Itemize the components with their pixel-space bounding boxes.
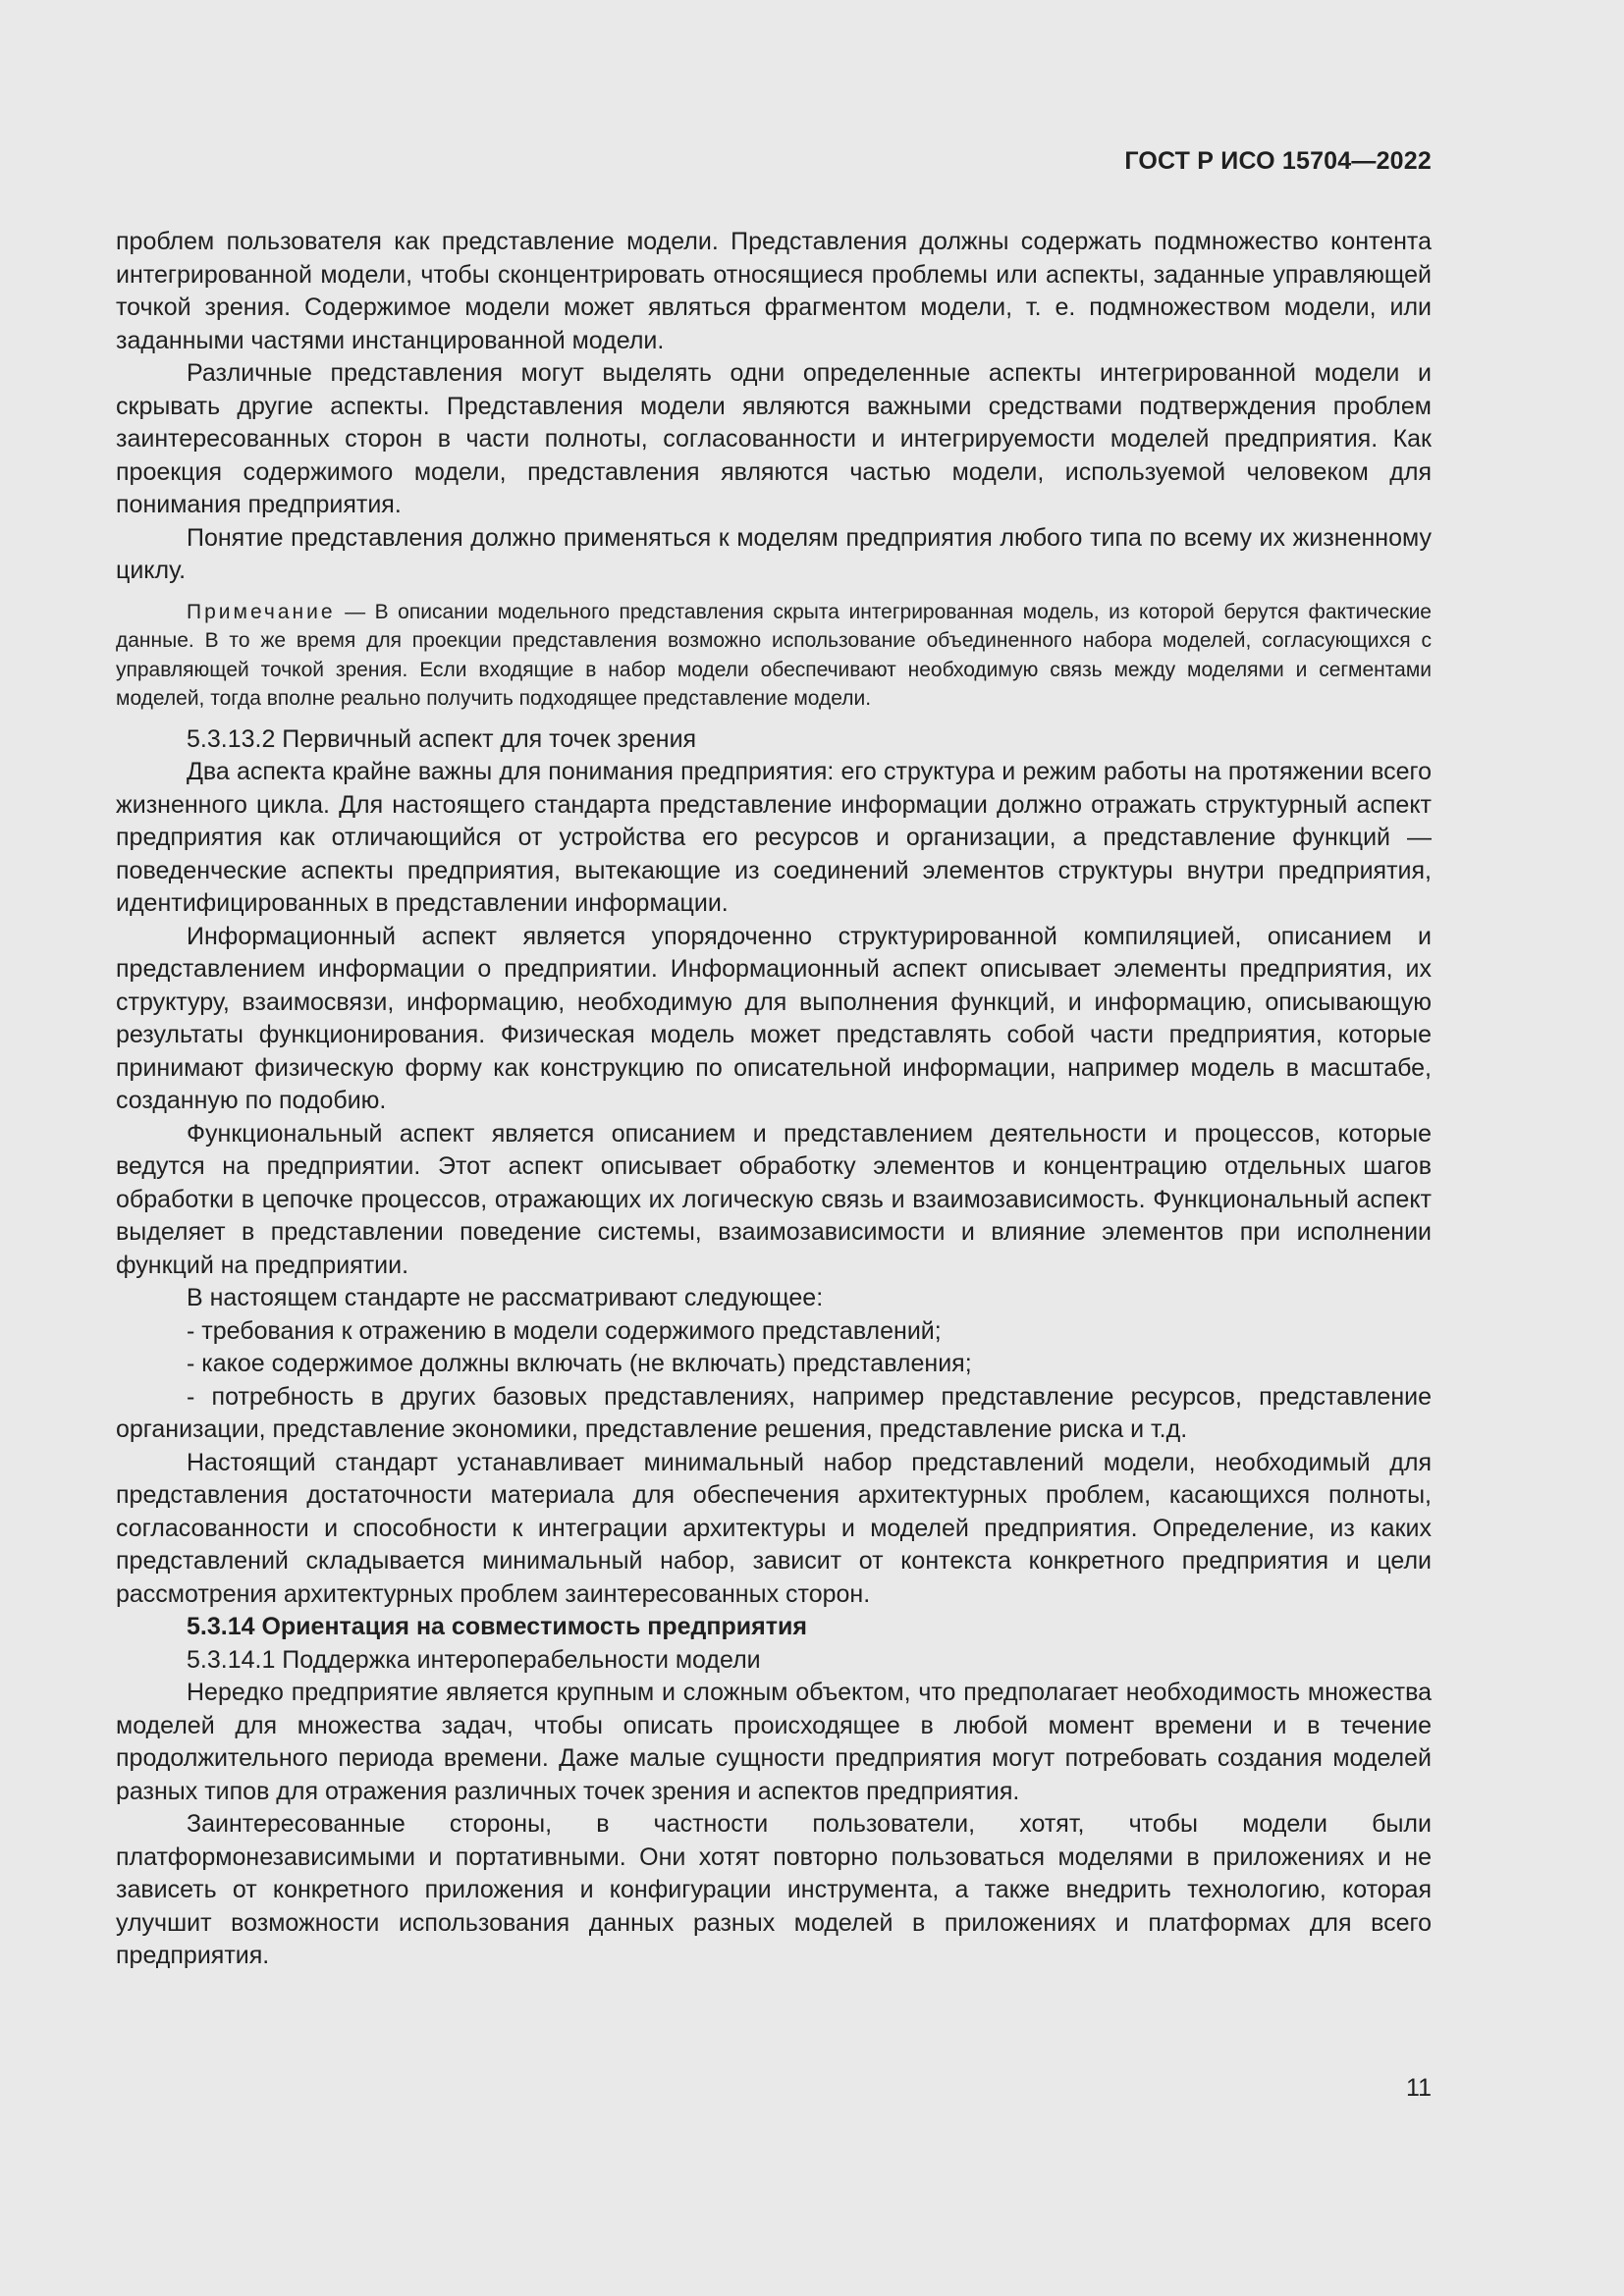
note [116,598,1432,714]
paragraph: Различные представления могут выделять одни определенные аспекты интегрированной модели и скрывать другие аспекты. Представления модели являются важными средствами подтверждения проблем заинтересованных сторон в части полноты, согласованности и интегрируемости моделей предприятия. Как проекция содержимого модели, представления являются частью модели, используемой человеком для понимания предприятия. [116,359,1432,518]
paragraph: Заинтересованные стороны, в частности пользователи, хотят, чтобы модели были платформонезависимыми и портативными. Они хотят повторно пользоваться моделями в приложениях и не зависеть от конкретного приложения и конфигурации инструмента, а также внедрить технологию, которая улучшит возможности использования данных разных моделей в приложениях и платформах для всего предприятия. [116,1810,1432,1970]
paragraph: Функциональный аспект является описанием и представлением деятельности и процессов, которые ведутся на предприятии. Этот аспект описывает обработку элементов и концентрацию отдельных шагов обработки в цепочке процессов, отражающих их логическую связь и взаимозависимость. Функциональный аспект выделяет в представлении поведение системы, взаимозависимости и влияние элементов при исполнении функций на предприятии. [116,1119,1432,1279]
list-item: - потребность в других базовых представлениях, например представление ресурсов, представление организации, представление экономики, представление решения, представление риска и т.д. [116,1382,1432,1444]
paragraph: Два аспекта крайне важны для понимания предприятия: его структура и режим работы на протяжении всего жизненного цикла. Для настоящего стандарта представление информации должно отражать структурный аспект предприятия как отличающийся от устройства его ресурсов и организации, а представление функций — поведенческие аспекты предприятия, вытекающие из соединений элементов структуры внутри предприятия, идентифицированных в представлении информации. [116,758,1432,918]
paragraph: Информационный аспект является упорядоченно структурированной компиляцией, описанием и представлением информации о предприятии. Информационный аспект описывает элементы предприятия, их структуру, взаимосвязи, информацию, необходимую для выполнения функций, и информацию, описывающую результаты функционирования. Физическая модель может представлять собой части предприятия, которые принимают физическую форму как конструкцию по описательной информации, например модель в масштабе, созданную по подобию. [116,922,1432,1115]
paragraph: Нередко предприятие является крупным и сложным объектом, что предполагает необходимость множества моделей для множества задач, чтобы описать происходящее в любой момент времени и в течение продолжительного периода времени. Даже малые сущности предприятия могут потребовать создания моделей разных типов для отражения различных точек зрения и аспектов предприятия. [116,1679,1432,1805]
paragraph: Понятие представления должно применяться к моделям предприятия любого типа по всему их жизненному циклу. [116,523,1432,584]
paragraph: проблем пользователя как представление модели. Представления должны содержать подмножество контента интегрированной модели, чтобы сконцентрировать относящиеся проблемы или аспекты, заданные управляющей точкой зрения. Содержимое модели может являться фрагментом модели, т. е. подмножеством модели, или заданными частями инстанцированной модели. [116,228,1432,354]
section-heading-5-3-13-2: 5.3.13.2 Первичный аспект для точек зрения [187,724,697,753]
page-body [116,226,1432,1973]
list-item: - требования к отражению в модели содержимого представлений; [187,1316,942,1345]
note-text: — В описании модельного представления скрыта интегрированная модель, из которой берутся фактические данные. В то же время для проекции представления возможно использование объединенного набора моделей, согласующихся с управляющей точкой зрения. Если входящие в набор модели обеспечивают необходимую связь между моделями и сегментами моделей, тогда вполне реально получить подходящее представление модели. [116,600,1432,711]
subsection-heading-5-3-14-1: 5.3.14.1 Поддержка интероперабельности модели [187,1645,761,1674]
page-number: 11 [1406,2074,1432,2102]
paragraph: В настоящем стандарте не рассматривают следующее: [187,1284,824,1312]
section-heading-5-3-14: 5.3.14 Ориентация на совместимость предприятия [187,1613,807,1641]
paragraph: Настоящий стандарт устанавливает минимальный набор представлений модели, необходимый для представления достаточности материала для обеспечения архитектурных проблем, касающихся полноты, согласованности и способности к интеграции архитектуры и моделей предприятия. Определение, из каких представлений складывается минимальный набор, зависит от контекста конкретного предприятия и цели рассмотрения архитектурных проблем заинтересованных сторон. [116,1448,1432,1608]
list-item: - какое содержимое должны включать (не включать) представления; [187,1350,972,1378]
document-header: ГОСТ Р ИСО 15704—2022 [1124,147,1432,175]
note-label: Примечание [187,600,336,623]
